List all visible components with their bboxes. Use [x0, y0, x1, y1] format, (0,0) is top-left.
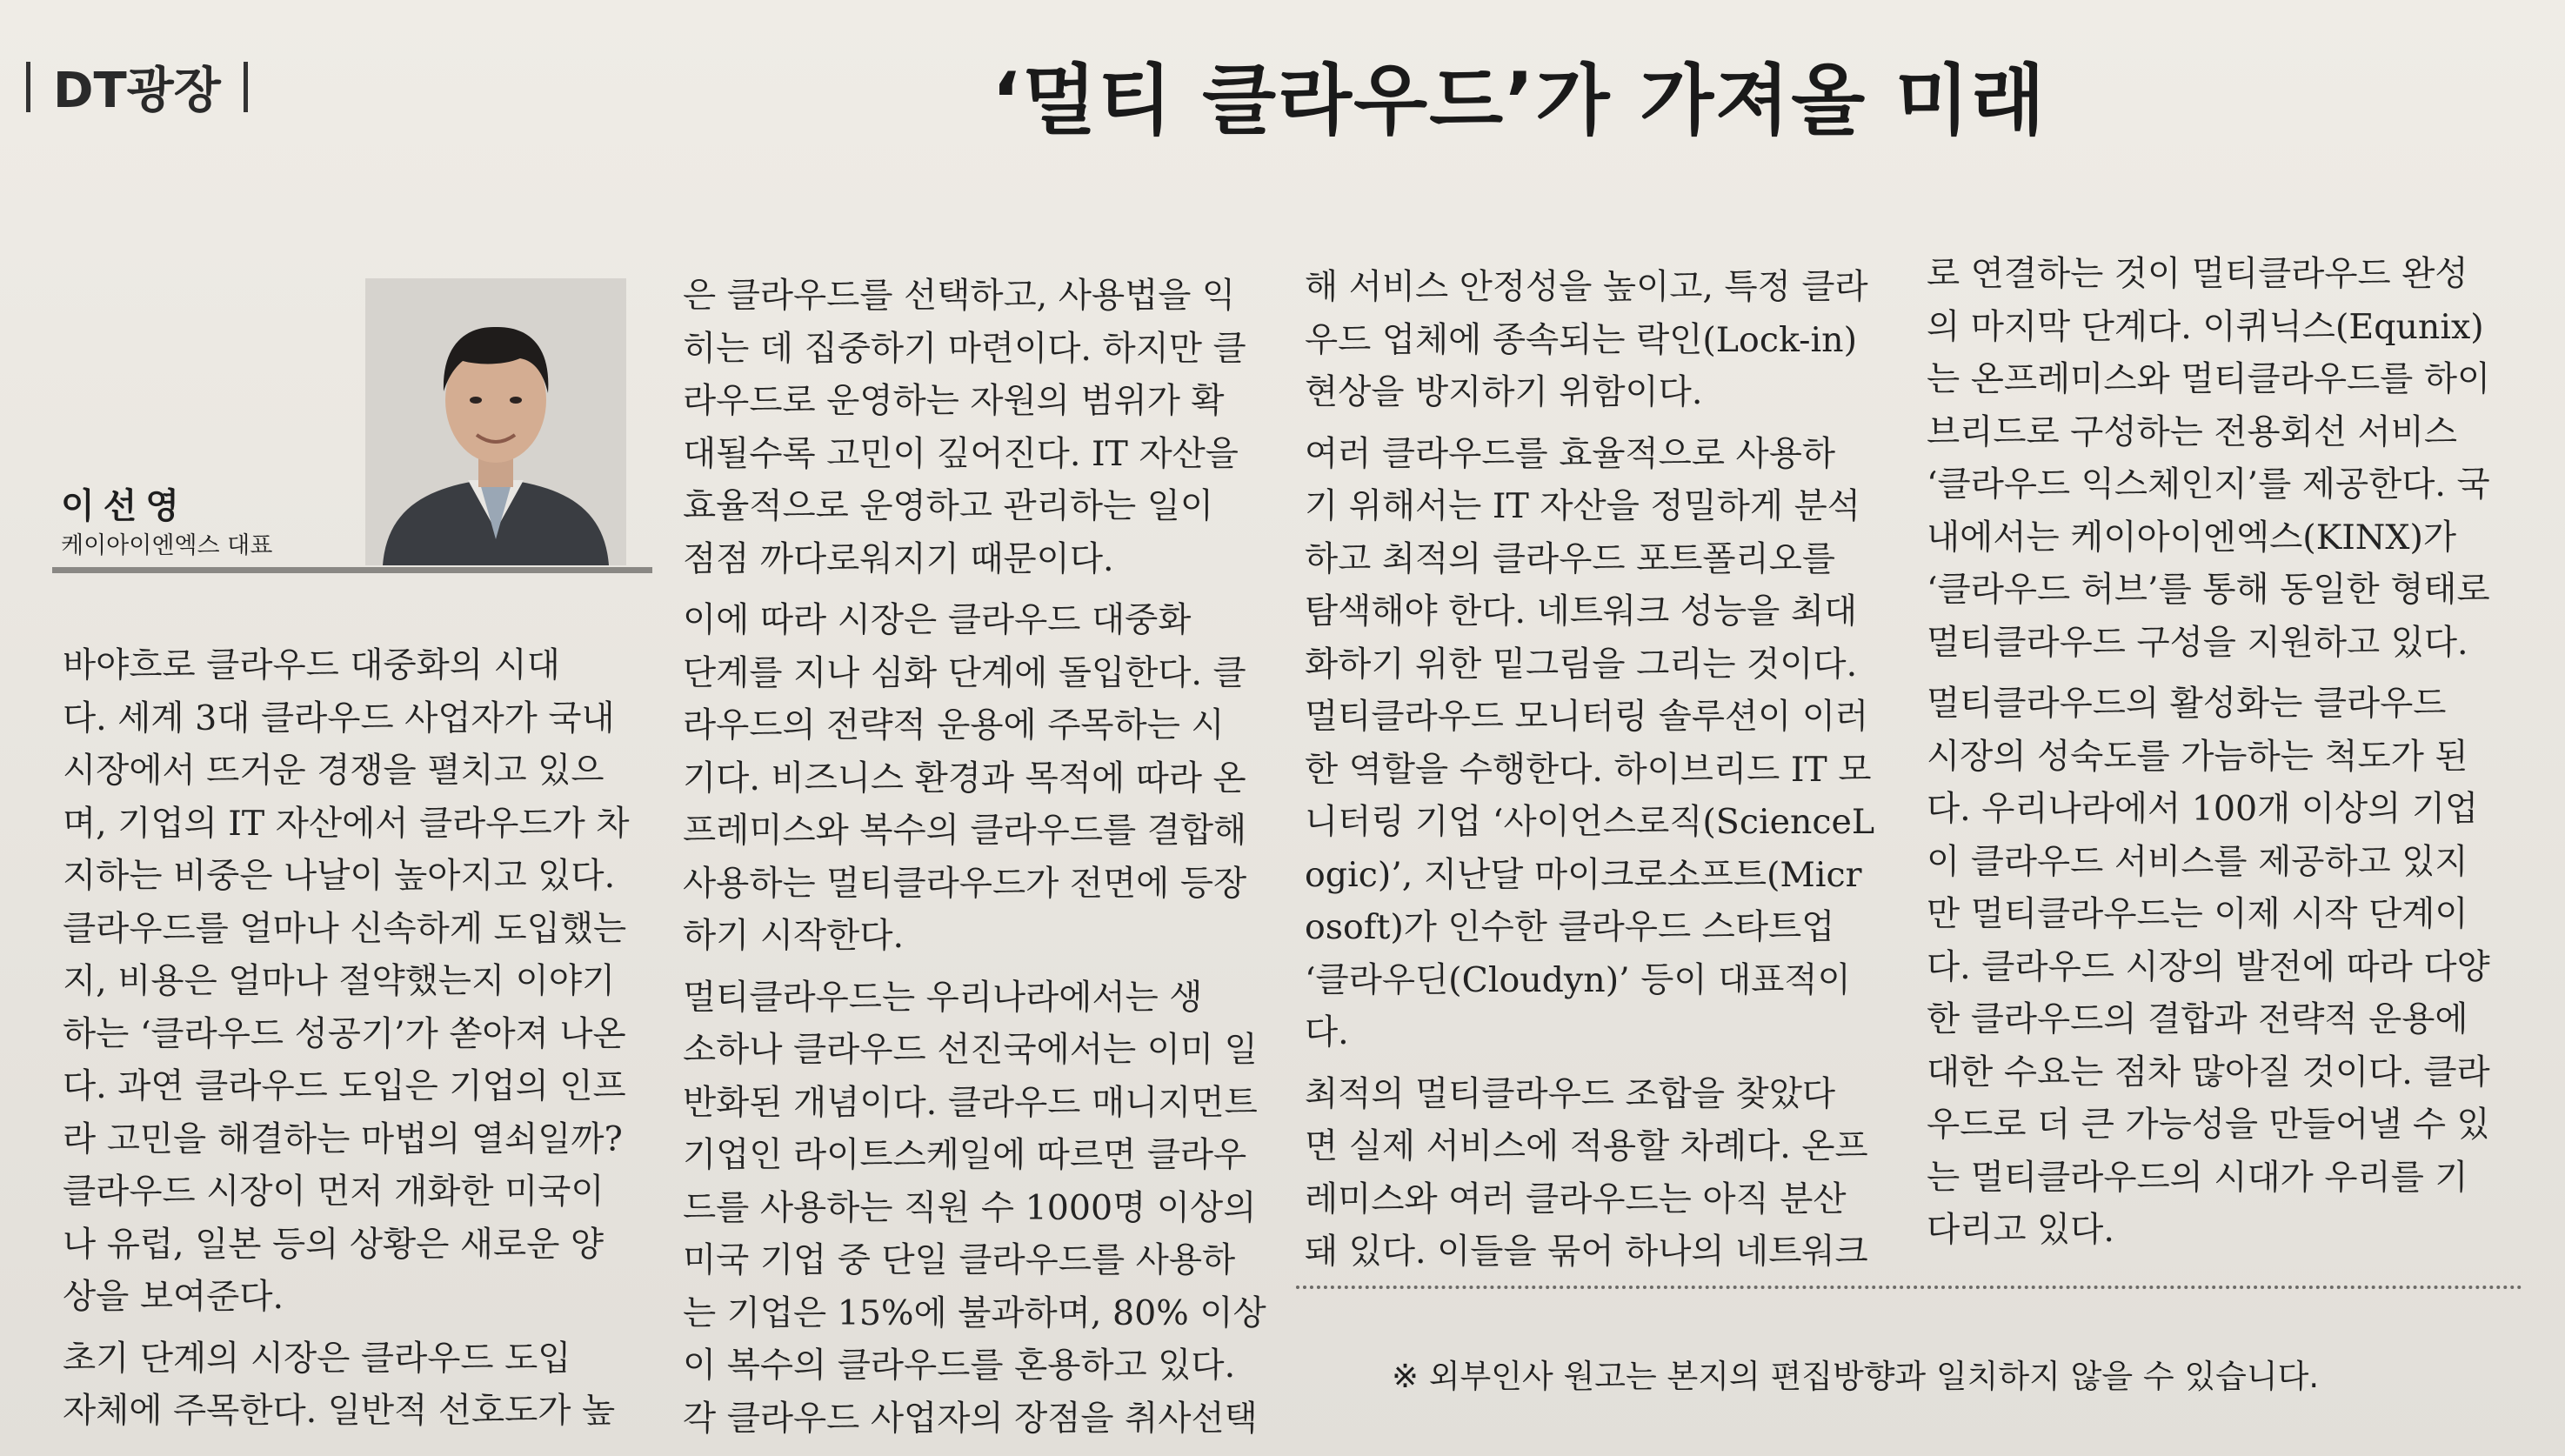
text-line: osoft)가 인수한 클라우드 스타트업 [1305, 907, 1835, 947]
text-line: 는 멀티클라우드의 시대가 우리를 기 [1927, 1157, 2468, 1198]
text-line: 우드 업체에 종속되는 락인(Lock-in) [1305, 319, 1858, 360]
text-line: 멀티클라우드 구성을 지원하고 있다. [1927, 622, 2468, 663]
text-line: 지하는 비중은 나날이 높아지고 있다. [63, 856, 616, 896]
text-line: 는 기업은 15%에 불과하며, 80% 이상 [683, 1292, 1266, 1333]
text-line: 멀티클라우드 모니터링 솔루션이 이러 [1305, 697, 1869, 737]
paragraph [683, 972, 1266, 1446]
text-line: 브리드로 구성하는 전용회선 서비스 [1927, 411, 2458, 452]
text-line: 사용하는 멀티클라우드가 전면에 등장 [683, 863, 1247, 904]
text-line: 다. 우리나라에서 100개 이상의 기업 [1927, 789, 2479, 829]
text-line: 최적의 멀티클라우드 조합을 찾았다 [1305, 1073, 1836, 1114]
text-line: 이에 따라 시장은 클라우드 대중화 [683, 600, 1192, 640]
text-line: 시장에서 뜨거운 경쟁을 펼치고 있으 [63, 751, 605, 791]
text-line: 미국 기업 중 단일 클라우드를 사용하 [683, 1240, 1236, 1280]
text-line: 하는 ‘클라우드 성공기’가 쏟아져 나온 [63, 1013, 626, 1054]
text-line: 돼 있다. 이들을 묶어 하나의 네트워크 [1305, 1232, 1868, 1272]
text-line: 나 유럽, 일본 등의 상황은 새로운 양 [63, 1224, 605, 1265]
paragraph [1305, 1068, 1870, 1279]
text-line: 로 연결하는 것이 멀티클라우드 완성 [1927, 254, 2468, 294]
text-line: 기 위해서는 IT 자산을 정밀하게 분석 [1305, 486, 1860, 526]
text-line: 레미스와 여러 클라우드는 아직 분산 [1305, 1179, 1847, 1219]
text-line: 다. [1305, 1012, 1349, 1052]
text-line: 프레미스와 복수의 클라우드를 결합해 [683, 811, 1247, 851]
text-line: 현상을 방지하기 위함이다. [1305, 372, 1703, 412]
text-line: 라우드의 전략적 운용에 주목하는 시 [683, 705, 1225, 745]
text-line: 대한 수요는 점차 많아질 것이다. 클라 [1927, 1052, 2490, 1092]
text-line: 며, 기업의 IT 자산에서 클라우드가 차 [63, 803, 630, 844]
paragraph [683, 594, 1248, 963]
section-bar-left [26, 62, 30, 112]
disclaimer: ※ 외부인사 원고는 본지의 편집방향과 일치하지 않을 수 있습니다. [1392, 1358, 2320, 1395]
text-line: 이 클라우드 서비스를 제공하고 있지 [1927, 841, 2468, 882]
text-line: 해 서비스 안정성을 높이고, 특정 클라 [1305, 267, 1868, 307]
text-line: 소하나 클라우드 선진국에서는 이미 일 [683, 1030, 1258, 1070]
text-line: 우드로 더 큰 가능성을 만들어낼 수 있 [1927, 1105, 2490, 1145]
article-column-2 [683, 270, 1266, 1445]
article-column-3 [1305, 261, 1875, 1279]
author-divider [52, 567, 652, 573]
text-line: 의 마지막 단계다. 이퀴닉스(Equnix) [1927, 306, 2484, 347]
text-line: 각 클라우드 사업자의 장점을 취사선택 [683, 1398, 1258, 1439]
dotted-divider [1296, 1286, 2522, 1289]
text-line: 다리고 있다. [1927, 1210, 2114, 1250]
text-line: 탐색해야 한다. 네트워크 성능을 최대 [1305, 591, 1858, 631]
text-line: 시장의 성숙도를 가늠하는 척도가 된 [1927, 736, 2468, 777]
text-line: 다. 과연 클라우드 도입은 기업의 인프 [63, 1066, 626, 1106]
text-line: 자체에 주목한다. 일반적 선호도가 높 [63, 1391, 616, 1431]
text-line: 내에서는 케이아이엔엑스(KINX)가 [1927, 517, 2457, 558]
headline: ‘멀티 클라우드’가 가져올 미래 [992, 56, 2047, 145]
text-line: 니터링 기업 ‘사이언스로직(ScienceL [1305, 802, 1875, 842]
text-line: 다. 클라우드 시장의 발전에 따라 다양 [1927, 946, 2490, 987]
text-line: 는 온프레미스와 멀티클라우드를 하이 [1927, 359, 2491, 399]
section-tag [26, 52, 248, 122]
paragraph [63, 639, 628, 1324]
text-line: 라우드로 운영하는 자원의 범위가 확 [683, 381, 1225, 421]
text-line: 점점 까다로워지기 때문이다. [683, 538, 1114, 579]
text-line: 클라우드를 얼마나 신속하게 도입했는 [63, 908, 627, 949]
paragraph [1305, 428, 1875, 1059]
paragraph [63, 1332, 628, 1438]
author-name: 이선영 [61, 486, 188, 526]
text-line: ‘클라우드 허브’를 통해 동일한 형태로 [1927, 570, 2490, 610]
text-line: 다. 세계 3대 클라우드 사업자가 국내 [63, 698, 615, 738]
author-photo [365, 278, 626, 565]
text-line: 하기 시작한다. [683, 916, 905, 956]
text-line: 바야흐로 클라우드 대중화의 시대 [63, 645, 560, 685]
text-line: 초기 단계의 시장은 클라우드 도입 [63, 1338, 571, 1379]
text-line: 이 복수의 클라우드를 혼용하고 있다. [683, 1346, 1236, 1386]
text-line: 기업인 라이트스케일에 따르면 클라우 [683, 1135, 1247, 1175]
section-bar-right [244, 62, 248, 112]
text-line: 반화된 개념이다. 클라우드 매니지먼트 [683, 1082, 1258, 1123]
article-column-4 [1927, 248, 2501, 1257]
text-line: 멀티클라우드의 활성화는 클라우드 [1927, 684, 2447, 724]
text-line: 한 역할을 수행한다. 하이브리드 IT 모 [1305, 749, 1872, 790]
text-line: ‘클라우드 익스체인지’를 제공한다. 국 [1927, 464, 2490, 504]
text-line: 면 실제 서비스에 적용할 차례다. 온프 [1305, 1126, 1868, 1166]
text-line: 기다. 비즈니스 환경과 목적에 따라 온 [683, 758, 1246, 798]
text-line: 상을 보여준다. [63, 1277, 284, 1317]
text-line: 드를 사용하는 직원 수 1000명 이상의 [683, 1187, 1257, 1228]
text-line: 효율적으로 운영하고 관리하는 일이 [683, 486, 1214, 526]
author-title: 케이아이엔엑스 대표 [61, 532, 273, 559]
text-line: 여러 클라우드를 효율적으로 사용하 [1305, 433, 1836, 474]
article-column-1 [63, 639, 628, 1438]
text-line: 한 클라우드의 결합과 전략적 운용에 [1927, 999, 2468, 1039]
text-line: 라 고민을 해결하는 마법의 열쇠일까? [63, 1119, 623, 1159]
paragraph [1927, 678, 2501, 1257]
text-line: ‘클라우딘(Cloudyn)’ 등이 대표적이 [1305, 959, 1851, 1000]
paragraph [1927, 248, 2501, 669]
text-line: 멀티클라우드는 우리나라에서는 생 [683, 977, 1203, 1018]
text-line: 은 클라우드를 선택하고, 사용법을 익 [683, 276, 1236, 316]
text-line: 만 멀티클라우드는 이제 시작 단계이 [1927, 894, 2468, 934]
section-label: DT광장 [53, 63, 221, 119]
text-line: 화하기 위한 밑그림을 그리는 것이다. [1305, 644, 1858, 685]
paragraph [1305, 261, 1870, 419]
text-line: 대될수록 고민이 깊어진다. IT 자산을 [683, 433, 1239, 474]
paragraph [683, 270, 1248, 585]
text-line: 지, 비용은 얼마나 절약했는지 이야기 [63, 961, 616, 1001]
text-line: ogic)’, 지난달 마이크로소프트(Micr [1305, 854, 1862, 895]
text-line: 히는 데 집중하기 마련이다. 하지만 클 [683, 328, 1246, 369]
text-line: 클라우드 시장이 먼저 개화한 미국이 [63, 1172, 605, 1212]
text-line: 단계를 지나 심화 단계에 돌입한다. 클 [683, 652, 1246, 693]
author-box [26, 261, 626, 574]
text-line: 하고 최적의 클라우드 포트폴리오를 [1305, 538, 1836, 579]
